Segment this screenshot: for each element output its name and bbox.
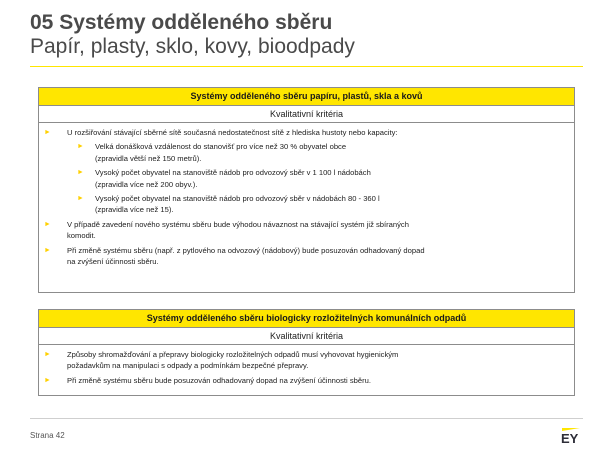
triangle-bullet-icon: ► [44,376,51,384]
panel-recyclables [38,87,575,293]
panel-biowaste-body [39,345,574,386]
triangle-bullet-icon: ► [44,129,51,136]
list-item: ► U rozšiřování stávající sběrné sítě současná nedostatečnost sítě z hlediska hustoty nebo kapacity: [44,128,398,137]
slide-subtitle: Papír, plasty, sklo, kovy, bioodpady [30,35,355,58]
slide-title: 05 Systémy odděleného sběru [30,11,333,34]
list-item: ► Vysoký počet obyvatel na stanoviště nádob pro odvozový sběr v 1 100 l nádobách (zpravidla více než 200 obyv.). [77,168,371,189]
list-item: ► Vysoký počet obyvatel na stanoviště nádob pro odvozový sběr v nádobách 80 - 360 l (zpravidla více než 15). [77,194,380,215]
triangle-bullet-icon: ► [44,220,51,228]
list-item: ► Velká donášková vzdálenost do stanovišť pro více než 30 % obyvatel obce (zpravidla větší než 150 metrů). [77,142,347,163]
triangle-bullet-icon: ► [77,195,84,203]
panel-biowaste-header: Systémy odděleného sběru biologicky rozložitelných komunálních odpadů [39,310,574,328]
footer-divider [30,418,583,419]
panel-biowaste [38,309,575,396]
triangle-bullet-icon: ► [44,351,51,358]
panel-biowaste-subheader: Kvalitativní kritéria [39,328,574,345]
title-divider [30,66,583,67]
list-item: ► Způsoby shromažďování a přepravy biologicky rozložitelných odpadů musí vyhovovat hygienickým požadavkům na manipulaci s odpady a podmínkám bezpečné přepravy. [44,350,399,371]
panel-recyclables-body [39,123,574,267]
panel-recyclables-subheader: Kvalitativní kritéria [39,106,574,123]
list-item: ► V případě zavedení nového systému sběru bude výhodou návaznost na stávající systém již sbíraných komodit. [44,219,409,241]
triangle-bullet-icon: ► [77,169,84,177]
list-item: ► Při změně systému sběru (např. z pytlového na odvozový (nádobový) bude posuzován odhadovaný dopad na zvýšení účinnosti sběru. [44,245,425,267]
ey-logo [560,428,584,444]
triangle-bullet-icon: ► [44,246,51,254]
page-number: Strana 42 [30,431,65,440]
triangle-bullet-icon: ► [77,143,84,151]
list-item: ► Při změně systému sběru bude posuzován odhadovaný dopad na zvýšení účinnosti sběru. [44,375,371,385]
panel-recyclables-header: Systémy odděleného sběru papíru, plastů, skla a kovů [39,88,574,106]
ey-logo-text: EY [561,431,579,444]
